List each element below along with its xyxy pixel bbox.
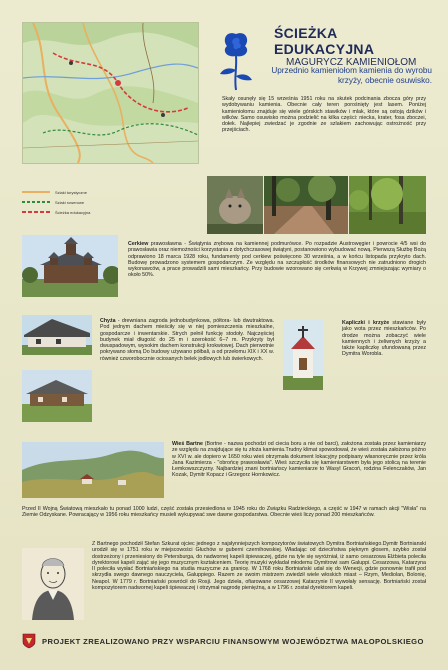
photo-wolf [207,176,263,234]
map-graphic [23,23,198,163]
board-subtitle: Uprzednio kamieniołom kamienia do wyrobu krzyży, obecnie osuwisko. [271,66,432,85]
photo-church [22,235,118,297]
chyza-paragraph [100,318,274,362]
footer-sponsor-text: PROJEKT ZREALIZOWANO PRZY WSPARCIU FINANSOWYM WOJEWÓDZTWA MAŁOPOLSKIEGO [42,637,424,646]
intro-paragraph: Skały osunęły się 15 września 1951 roku na skutek podcinania zbocza góry przy wydobywaniu kamienia. Obecnie cały teren porośnięty jest lasem. Poniżej kamieniołomu znajduje się wiele górskich stawików i mlak, które są ostoją dzików i wilków. Samo osuwisko można podzielić na kilka części: niecka, krater, fosa zboczei, dołek. Najlepiej zwiedzać je zgodnie ze szlakiem zachowując ostrożność przy przejściach. [222,96,426,134]
board-title [232,25,432,69]
wies-text: (Bortne - nazwa pochodzi od ciecia boru a nie od barci), założona została przez kamieniarzy ze względu na znajdujące się tu złoża kamienia.Trudny klimat spowodował, że wieś została założona późno w XVI w. ale dopiero w 1650 roku wieś otrzymała dokument lokacyjny podpisany własnoręcznie przez króla Jana Kazimierza - "obrońcę prawosławia". Wieś szczyciła się kamieniarstwem była jego stolicą na terenie Łemkowszczyzny. Najbardziej znani bortniańscy kamieniarze to Wasyl Gracoń, rodzina Felenczaków, Jan Kozak, Dymitr Kopacz i Grzegorz Hornkowicz. [172,441,426,479]
legend-item: Szlaki turystyczne [22,189,87,195]
title-main: ŚCIEŻKA EDUKACYJNA [274,25,375,57]
photo-chapel [283,320,323,390]
kapliczki-paragraph [342,320,426,358]
kapliczki-text: stawiane były jako wota przez mieszkańców. Po drodze można zobaczyć wiele kamiennych i żeliwnych krzyży a także kapliczkę ufundowaną przez Dymitra Worobla. [342,320,426,358]
photo-forest [349,176,426,234]
photo-chyza-interior [22,370,92,422]
chyza-lead: Chyża [100,318,116,324]
wies-paragraph [172,441,426,479]
photo-forest-path [264,176,348,234]
photo-chyza [22,315,92,355]
malopolska-crest-icon [22,633,36,649]
kapliczki-lead: Kapliczki i krzyże [342,320,390,326]
wies-lead: Wieś Bartne [172,441,203,447]
cerkiew-lead: Cerkiew [128,241,149,247]
title-sub: MAGURYCZ KAMIENIOŁOM [286,57,417,68]
bortnianski-paragraph: Z Bartnego pochodził Stefan Szkurat ojciec jednego z najsłynniejszych kompozytorów światowych Dymitra Bortniańskiego.Dymitr Bortnianski urodził się w 1751 roku w miejscowości Głuchów w guberni czernihowskiej. Władając od dzieciństwa pięknym głosem, szybko został dostrzeżony i przeniesiony do Petersburga, do nadwornej kapeli śpiewaczej, gdzie na tyle się wyróżniał, iż samo cesarzowa Elżbieta poleciła dyrektorowi kapeli zająć się jego muzycznym kształceniem. Teorię muzyki wykładał młodemu Dymitrowi sam Galuppi. Cesarzowa, Katarzyna II poleciła wysłać Bortniańskiego na studia muzyczne za granicę. W 1768 roku Bortniański udał się do Wenecji, gdzie ponownie trafił pod skrzydła swego dawnego nauczyciela, Galuppiego. Razem ze swoim mistrzem zwiedził wiele włoskich miast – Rzym, Mediolan, Bolonię, Neapol. W 1779 r. Bortniański powrócił do Rosji. Jego dzieła, ofiarowane cesarzowej Katarzynie II wywołały sensację. Bortniański został kompozytorem nadwornej kapeli śpiewaczej i otrzymał nagrodę pieniężną, a w 1796 r. został dyrektorem kapeli. [92,541,426,592]
legend-item: Szlaki rowerowe [22,199,84,205]
legend-item: Ścieżka edukacyjna [22,209,90,215]
map-legend [22,165,197,223]
cerkiew-paragraph [128,241,426,279]
chyza-text: - drewniana zagroda jednobudynkowa, półtora- lub dwutraktowa. Pod jednym dachem mieściły się w niej pomieszczenia mieszkalne, gospodarcze i inwentarskie. Strych pełnił funkcję stodoły. Najczęściej budynek miał długość do 25 m i szerokość 6–7 m. Przykryty był dwuspadowym, wysokim dachem konstrukcji krokwiowej. Dach pierwotnie pokrywano słomą Do budowy używano półbali, a od przełomu XIX i XX w. również czworobocznie ociosanych belek jodłowych lub świerkowych. [100,318,274,362]
trail-map [22,22,199,164]
photo-village-landscape [22,442,164,498]
cerkiew-text: prawosławna - Świątynia zrębowa na kamiennej podmurówce. Po rozpadzie Austrowęgier i powrocie 4/5 wsi do prawosławia oraz niemożności korzystania z dotychczasowej świątyni, postanowiono wybudować nową. Pierwszą Służbę Bożą odprawiono 18 marca 1928 roku, fundamenty pod cerkiew poświęcono 30 września, a w końcu listopada przykryto dach. Budowę prowadzono systemem gospodarczym. Ze względu na szczupłość środków finansowych nie zatrudniono drogich wykonawców, a prace prowadzili sami mieszkańcy. Przy budowie wzorowano się cerkwią w Krzywej zmniejszając wymiary o około 50%. [128,241,426,279]
history-paragraph: Przed II Wojną Światową mieszkało tu ponad 1000 ludzi, część została przesiedlona w 1945 roku do Związku Radzieckiego, a część w 1947 w ramach akcji "Wisła" na Ziemie Odzyskane. Powracający w 1956 roku mieszkańcy musieli wykupywać swe dawne gospodarstwa. Obecnie wieś liczy ponad 200 mieszkańców. [22,506,426,519]
portrait-bortnianski [22,548,84,620]
